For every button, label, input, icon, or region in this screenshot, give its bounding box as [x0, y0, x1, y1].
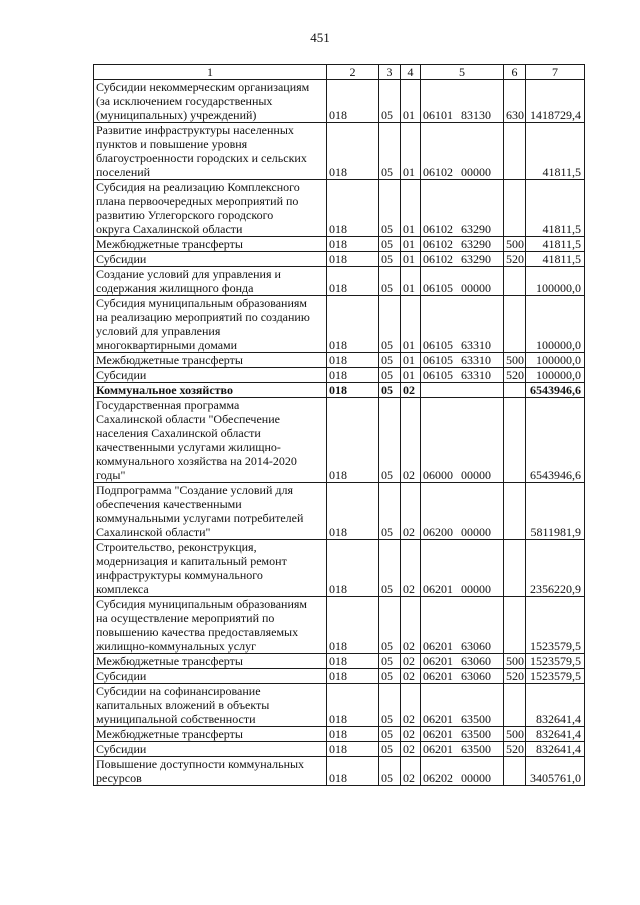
program-code-value: 06201: [423, 582, 453, 596]
table-row: [94, 123, 585, 180]
program-code: [421, 353, 504, 368]
amount: 100000,0: [526, 353, 585, 368]
row-name-line: многоквартирными домами: [96, 338, 238, 352]
ministry-code: 018: [327, 727, 379, 742]
ministry-code: 018: [327, 296, 379, 353]
program-code: [421, 684, 504, 727]
row-name-line: Повышение доступности коммунальных: [96, 757, 305, 771]
expense-type-code: [504, 180, 526, 237]
amount: 1523579,5: [526, 669, 585, 684]
program-code: [421, 237, 504, 252]
section-code: 05: [379, 727, 401, 742]
program-code-value: 06102: [423, 222, 453, 236]
subsection-code: 02: [401, 684, 421, 727]
item-code-value: 00000: [461, 281, 491, 295]
column-header: 1: [94, 65, 327, 80]
subsection-code: 02: [401, 540, 421, 597]
row-name-line: Субсидии: [96, 742, 147, 756]
table-row: [94, 398, 585, 483]
expense-type-code: [504, 123, 526, 180]
ministry-code: 018: [327, 383, 379, 398]
subsection-code: 02: [401, 654, 421, 669]
row-name-line: Субсидии на софинансирование: [96, 684, 261, 698]
expense-type-code: [504, 597, 526, 654]
program-code: [421, 483, 504, 540]
row-name-line: Коммунальное хозяйство: [96, 383, 233, 397]
item-code-value: 00000: [461, 582, 491, 596]
expense-type-code: [504, 540, 526, 597]
row-name-line: модернизация и капитальный ремонт: [96, 554, 287, 568]
expense-type-code: 500: [504, 237, 526, 252]
row-name: [94, 727, 327, 742]
table-row: [94, 684, 585, 727]
table-row: [94, 669, 585, 684]
item-code-value: 00000: [461, 525, 491, 539]
row-name-line: (за исключением государственных: [96, 94, 273, 108]
item-code-value: 00000: [461, 468, 491, 482]
row-name-line: жилищно-коммунальных услуг: [96, 639, 256, 653]
row-name-line: инфраструктуры коммунального: [96, 568, 263, 582]
ministry-code: 018: [327, 669, 379, 684]
program-code: [421, 727, 504, 742]
table-row: [94, 353, 585, 368]
program-code: [421, 398, 504, 483]
amount: 832641,4: [526, 684, 585, 727]
ministry-code: 018: [327, 398, 379, 483]
table-row: [94, 252, 585, 267]
row-name-line: плана первоочередных мероприятий по: [96, 194, 299, 208]
row-name-line: повышению качества предоставляемых: [96, 625, 299, 639]
row-name: [94, 237, 327, 252]
ministry-code: 018: [327, 540, 379, 597]
subsection-code: 01: [401, 80, 421, 123]
row-name-line: Сахалинской области": [96, 525, 211, 539]
row-name-line: Субсидии: [96, 669, 147, 683]
row-name-line: Межбюджетные трансферты: [96, 237, 243, 251]
ministry-code: 018: [327, 180, 379, 237]
row-name: [94, 353, 327, 368]
program-code-value: 06201: [423, 669, 453, 683]
ministry-code: 018: [327, 654, 379, 669]
expense-type-code: 630: [504, 80, 526, 123]
table-row: [94, 80, 585, 123]
item-code-value: 63060: [461, 654, 491, 668]
header-row: [94, 65, 585, 80]
section-code: 05: [379, 669, 401, 684]
expense-type-code: 520: [504, 368, 526, 383]
table-row: [94, 540, 585, 597]
amount: 41811,5: [526, 123, 585, 180]
program-code-value: 06101: [423, 108, 453, 122]
program-code-value: 06200: [423, 525, 453, 539]
amount: 100000,0: [526, 368, 585, 383]
expense-type-code: [504, 757, 526, 786]
program-code-value: 06201: [423, 742, 453, 756]
expense-type-code: 520: [504, 669, 526, 684]
subsection-code: 01: [401, 353, 421, 368]
item-code-value: 83130: [461, 108, 491, 122]
expense-type-code: 500: [504, 727, 526, 742]
item-code-value: 63310: [461, 368, 491, 382]
expense-type-code: [504, 383, 526, 398]
program-code: [421, 296, 504, 353]
row-name-line: условий для управления: [96, 324, 221, 338]
row-name-line: Сахалинской области "Обеспечение: [96, 412, 280, 426]
ministry-code: 018: [327, 742, 379, 757]
item-code-value: 63310: [461, 353, 491, 367]
amount: 1523579,5: [526, 597, 585, 654]
amount: 6543946,6: [526, 398, 585, 483]
program-code-value: 06000: [423, 468, 453, 482]
row-name-line: Подпрограмма "Создание условий для: [96, 483, 293, 497]
program-code-value: 06201: [423, 727, 453, 741]
row-name: [94, 80, 327, 123]
item-code-value: 00000: [461, 771, 491, 785]
section-code: 05: [379, 123, 401, 180]
ministry-code: 018: [327, 123, 379, 180]
ministry-code: 018: [327, 757, 379, 786]
amount: 41811,5: [526, 180, 585, 237]
amount: 100000,0: [526, 296, 585, 353]
program-code: [421, 742, 504, 757]
row-name: [94, 267, 327, 296]
subsection-code: 01: [401, 267, 421, 296]
row-name: [94, 296, 327, 353]
column-header: 7: [526, 65, 585, 80]
expense-type-code: 520: [504, 252, 526, 267]
subsection-code: 01: [401, 123, 421, 180]
program-code: [421, 597, 504, 654]
row-name-line: Субсидия муниципальным образованиям: [96, 296, 308, 310]
program-code-value: 06201: [423, 712, 453, 726]
row-name-line: Строительство, реконструкция,: [96, 540, 257, 554]
row-name: [94, 368, 327, 383]
row-name-line: капитальных вложений в объекты: [96, 698, 270, 712]
column-header: 4: [401, 65, 421, 80]
subsection-code: 02: [401, 727, 421, 742]
ministry-code: 018: [327, 237, 379, 252]
row-name: [94, 742, 327, 757]
expense-type-code: [504, 296, 526, 353]
row-name-line: развитию Углегорского городского: [96, 208, 274, 222]
row-name: [94, 483, 327, 540]
column-header: 6: [504, 65, 526, 80]
row-name-line: поселений: [96, 165, 151, 179]
table-row: [94, 383, 585, 398]
table-row: [94, 267, 585, 296]
row-name-line: коммунального хозяйства на 2014-2020: [96, 454, 297, 468]
row-name-line: Субсидия на реализацию Комплексного: [96, 180, 300, 194]
program-code: [421, 123, 504, 180]
section-code: 05: [379, 742, 401, 757]
table-row: [94, 368, 585, 383]
row-name-line: Межбюджетные трансферты: [96, 727, 243, 741]
item-code-value: 63500: [461, 727, 491, 741]
section-code: 05: [379, 252, 401, 267]
table-row: [94, 180, 585, 237]
row-name-line: муниципальной собственности: [96, 712, 256, 726]
section-code: 05: [379, 237, 401, 252]
amount: 100000,0: [526, 267, 585, 296]
ministry-code: 018: [327, 353, 379, 368]
budget-table: [93, 64, 585, 786]
program-code: [421, 757, 504, 786]
item-code-value: 63290: [461, 222, 491, 236]
program-code-value: 06102: [423, 237, 453, 251]
subsection-code: 01: [401, 237, 421, 252]
subsection-code: 02: [401, 398, 421, 483]
row-name: [94, 654, 327, 669]
row-name-line: качественными услугами жилищно-: [96, 440, 281, 454]
program-code: [421, 80, 504, 123]
amount: 41811,5: [526, 252, 585, 267]
amount: 2356220,9: [526, 540, 585, 597]
section-code: 05: [379, 353, 401, 368]
table-row: [94, 742, 585, 757]
row-name-line: Межбюджетные трансферты: [96, 654, 243, 668]
row-name-line: округа Сахалинской области: [96, 222, 243, 236]
ministry-code: 018: [327, 483, 379, 540]
amount: 832641,4: [526, 742, 585, 757]
subsection-code: 01: [401, 296, 421, 353]
row-name: [94, 757, 327, 786]
row-name: [94, 123, 327, 180]
row-name-line: ресурсов: [96, 771, 142, 785]
subsection-code: 01: [401, 368, 421, 383]
program-code: [421, 540, 504, 597]
row-name-line: населения Сахалинской области: [96, 426, 261, 440]
row-name-line: Субсидии некоммерческим организациям: [96, 80, 310, 94]
row-name-line: содержания жилищного фонда: [96, 281, 254, 295]
subsection-code: 01: [401, 252, 421, 267]
ministry-code: 018: [327, 684, 379, 727]
program-code: [421, 252, 504, 267]
table-row: [94, 483, 585, 540]
ministry-code: 018: [327, 597, 379, 654]
column-header: 5: [421, 65, 504, 80]
program-code: [421, 180, 504, 237]
row-name-line: обеспечения качественными: [96, 497, 242, 511]
program-code: [421, 267, 504, 296]
expense-type-code: 500: [504, 654, 526, 669]
ministry-code: 018: [327, 252, 379, 267]
row-name-line: (муниципальных) учреждений): [96, 108, 257, 122]
row-name: [94, 180, 327, 237]
item-code-value: 63060: [461, 669, 491, 683]
row-name-line: Государственная программа: [96, 398, 240, 412]
table-row: [94, 597, 585, 654]
row-name: [94, 398, 327, 483]
program-code-value: 06201: [423, 639, 453, 653]
table-row: [94, 654, 585, 669]
row-name: [94, 669, 327, 684]
row-name: [94, 597, 327, 654]
section-code: 05: [379, 398, 401, 483]
section-code: 05: [379, 296, 401, 353]
amount: 3405761,0: [526, 757, 585, 786]
item-code-value: 00000: [461, 165, 491, 179]
amount: 41811,5: [526, 237, 585, 252]
subsection-code: 02: [401, 597, 421, 654]
section-code: 05: [379, 684, 401, 727]
row-name-line: на осуществление мероприятий по: [96, 611, 275, 625]
column-header: 2: [327, 65, 379, 80]
row-name-line: коммунальными услугами потребителей: [96, 511, 304, 525]
program-code: [421, 383, 504, 398]
row-name-line: пунктов и повышение уровня: [96, 137, 248, 151]
expense-type-code: [504, 483, 526, 540]
expense-type-code: 520: [504, 742, 526, 757]
column-header: 3: [379, 65, 401, 80]
row-name-line: Субсидия муниципальным образованиям: [96, 597, 308, 611]
amount: 1523579,5: [526, 654, 585, 669]
row-name-line: комплекса: [96, 582, 149, 596]
row-name-line: Развитие инфраструктуры населенных: [96, 123, 294, 137]
expense-type-code: [504, 398, 526, 483]
expense-type-code: [504, 267, 526, 296]
section-code: 05: [379, 597, 401, 654]
subsection-code: 02: [401, 669, 421, 684]
row-name: [94, 252, 327, 267]
item-code-value: 63290: [461, 252, 491, 266]
section-code: 05: [379, 80, 401, 123]
row-name: [94, 684, 327, 727]
item-code-value: 63060: [461, 639, 491, 653]
row-name-line: Субсидии: [96, 252, 147, 266]
subsection-code: 02: [401, 483, 421, 540]
row-name-line: Субсидии: [96, 368, 147, 382]
section-code: 05: [379, 757, 401, 786]
row-name-line: на реализацию мероприятий по созданию: [96, 310, 310, 324]
section-code: 05: [379, 654, 401, 669]
program-code-value: 06102: [423, 165, 453, 179]
section-code: 05: [379, 267, 401, 296]
row-name: [94, 540, 327, 597]
amount: 6543946,6: [526, 383, 585, 398]
program-code-value: 06201: [423, 654, 453, 668]
item-code-value: 63500: [461, 712, 491, 726]
program-code-value: 06102: [423, 252, 453, 266]
program-code: [421, 368, 504, 383]
section-code: 05: [379, 368, 401, 383]
row-name-line: благоустроенности городских и сельских: [96, 151, 307, 165]
ministry-code: 018: [327, 267, 379, 296]
item-code-value: 63290: [461, 237, 491, 251]
table-row: [94, 757, 585, 786]
ministry-code: 018: [327, 80, 379, 123]
program-code-value: 06202: [423, 771, 453, 785]
table-row: [94, 296, 585, 353]
row-name-line: Межбюджетные трансферты: [96, 353, 243, 367]
subsection-code: 01: [401, 180, 421, 237]
item-code-value: 63500: [461, 742, 491, 756]
amount: 5811981,9: [526, 483, 585, 540]
subsection-code: 02: [401, 757, 421, 786]
subsection-code: 02: [401, 742, 421, 757]
section-code: 05: [379, 383, 401, 398]
amount: 832641,4: [526, 727, 585, 742]
row-name-line: Создание условий для управления и: [96, 267, 281, 281]
program-code-value: 06105: [423, 281, 453, 295]
item-code-value: 63310: [461, 338, 491, 352]
expense-type-code: 500: [504, 353, 526, 368]
amount: 1418729,4: [526, 80, 585, 123]
program-code-value: 06105: [423, 353, 453, 367]
row-name: [94, 383, 327, 398]
program-code-value: 06105: [423, 368, 453, 382]
table-row: [94, 237, 585, 252]
expense-type-code: [504, 684, 526, 727]
section-code: 05: [379, 540, 401, 597]
ministry-code: 018: [327, 368, 379, 383]
section-code: 05: [379, 483, 401, 540]
page-number: 451: [310, 30, 330, 45]
subsection-code: 02: [401, 383, 421, 398]
program-code-value: 06105: [423, 338, 453, 352]
program-code: [421, 654, 504, 669]
table-row: [94, 727, 585, 742]
row-name-line: годы": [96, 468, 126, 482]
section-code: 05: [379, 180, 401, 237]
program-code: [421, 669, 504, 684]
